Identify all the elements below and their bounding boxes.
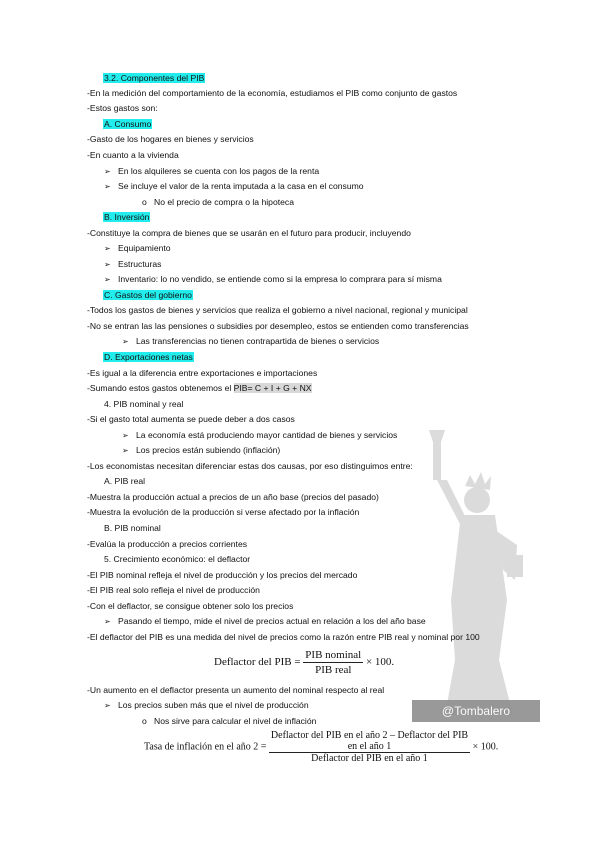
arrow-bullet-icon: ➢ [104, 617, 111, 626]
text-line: -En la medición del comportamiento de la economía, estudiamos el PIB como conjunto de gastos [87, 88, 458, 98]
heading-pib-nominal: B. PIB nominal [104, 523, 161, 533]
text-line: -Los economistas necesitan diferenciar estas dos causas, por eso distinguimos entre: [87, 461, 413, 471]
text-line: -Todos los gastos de bienes y servicios que realiza el gobierno a nivel nacional, regional y municipal [87, 305, 468, 315]
arrow-bullet-icon: ➢ [122, 337, 129, 346]
text-line: -Muestra la producción actual a precios de un año base (precios del pasado) [87, 492, 379, 502]
heading-exportaciones: D. Exportaciones netas [104, 352, 193, 362]
heading-deflactor: 5. Crecimiento económico: el deflactor [104, 554, 251, 564]
arrow-item: ➢ La economía está produciendo mayor cantidad de bienes y servicios [122, 430, 398, 440]
arrow-item: ➢ Los precios están subiendo (inflación) [122, 445, 281, 455]
arrow-bullet-icon: ➢ [122, 446, 129, 455]
arrow-item: ➢ Las transferencias no tienen contrapartida de bienes o servicios [122, 336, 380, 346]
arrow-item: ➢ En los alquileres se cuenta con los pagos de la renta [104, 166, 320, 176]
pib-formula: PIB= C + I + G + NX [233, 383, 312, 393]
watermark: @Tombalero [412, 700, 540, 722]
text-line: -Constituye la compra de bienes que se usarán en el futuro para producir, incluyendo [87, 228, 411, 238]
text-line: -Sumando estos gastos obtenemos el PIB= C + I + G + NX [87, 383, 312, 393]
heading-pib-nominal-real: 4. PIB nominal y real [104, 399, 184, 409]
circle-item: o Nos sirve para calcular el nivel de inflación [142, 716, 317, 726]
arrow-bullet-icon: ➢ [104, 275, 111, 284]
arrow-bullet-icon: ➢ [104, 244, 111, 253]
formula-deflactor: Deflactor del PIB = $\frac{\text{PIB nominal}}{\text{PIB real}}$ × 100. [214, 649, 395, 676]
arrow-bullet-icon: ➢ [104, 182, 111, 191]
heading-inversion: B. Inversión [104, 212, 150, 222]
arrow-item: ➢ Inventario: lo no vendido, se entiende como si la empresa lo comprara para sí misma [104, 274, 442, 284]
heading-gobierno: C. Gastos del gobierno [104, 290, 192, 300]
text-line: -Muestra la evolución de la producción si verse afectado por la inflación [87, 507, 360, 517]
circle-item: o No el precio de compra o la hipoteca [142, 197, 294, 207]
circle-bullet-icon: o [142, 197, 147, 207]
heading-pib-real: A. PIB real [104, 476, 146, 486]
text-line: -Si el gasto total aumenta se puede deber a dos casos [87, 414, 295, 424]
arrow-item: ➢ Equipamiento [104, 243, 171, 253]
arrow-bullet-icon: ➢ [104, 701, 111, 710]
text-line: -El deflactor del PIB es una medida del nivel de precios como la razón entre PIB real y nominal por 100 [87, 632, 480, 642]
text-line: -El PIB real solo refleja el nivel de producción [87, 585, 260, 595]
text-line: -No se entran las las pensiones o subsidies por desempleo, estos se entienden como transferencias [87, 321, 469, 331]
text-line: -Con el deflactor, se consigue obtener solo los precios [87, 601, 294, 611]
text-line: -Evalúa la producción a precios corrientes [87, 539, 248, 549]
text-line: -Un aumento en el deflactor presenta un aumento del nominal respecto al real [87, 685, 385, 695]
arrow-item: ➢ Pasando el tiempo, mide el nivel de precios actual en relación a los del año base [104, 616, 426, 626]
text-line: -Gasto de los hogares en bienes y servicios [87, 134, 254, 144]
arrow-item: ➢ Se incluye el valor de la renta imputada a la casa en el consumo [104, 181, 364, 191]
arrow-bullet-icon: ➢ [122, 431, 129, 440]
formula-inflacion: Tasa de inflación en el año 2 = Deflactor del PIB en el año 2 – Deflactor del PIB en el año 1 Deflactor del PIB en el año 1 × 100. [144, 730, 499, 764]
text-line: -Estos gastos son: [87, 103, 158, 113]
text-line: -El PIB nominal refleja el nivel de producción y los precios del mercado [87, 570, 358, 580]
text-line: -En cuanto a la vivienda [87, 150, 179, 160]
arrow-bullet-icon: ➢ [104, 260, 111, 269]
arrow-item: ➢ Estructuras [104, 259, 162, 269]
section-title: 3.2. Componentes del PIB [104, 73, 205, 83]
text-line: -Es igual a la diferencia entre exportaciones e importaciones [87, 368, 318, 378]
statue-of-liberty-illustration [395, 420, 570, 720]
arrow-bullet-icon: ➢ [104, 167, 111, 176]
heading-consumo: A. Consumo [104, 119, 152, 129]
arrow-item: ➢ Los precios suben más que el nivel de producción [104, 700, 309, 710]
circle-bullet-icon: o [142, 716, 147, 726]
